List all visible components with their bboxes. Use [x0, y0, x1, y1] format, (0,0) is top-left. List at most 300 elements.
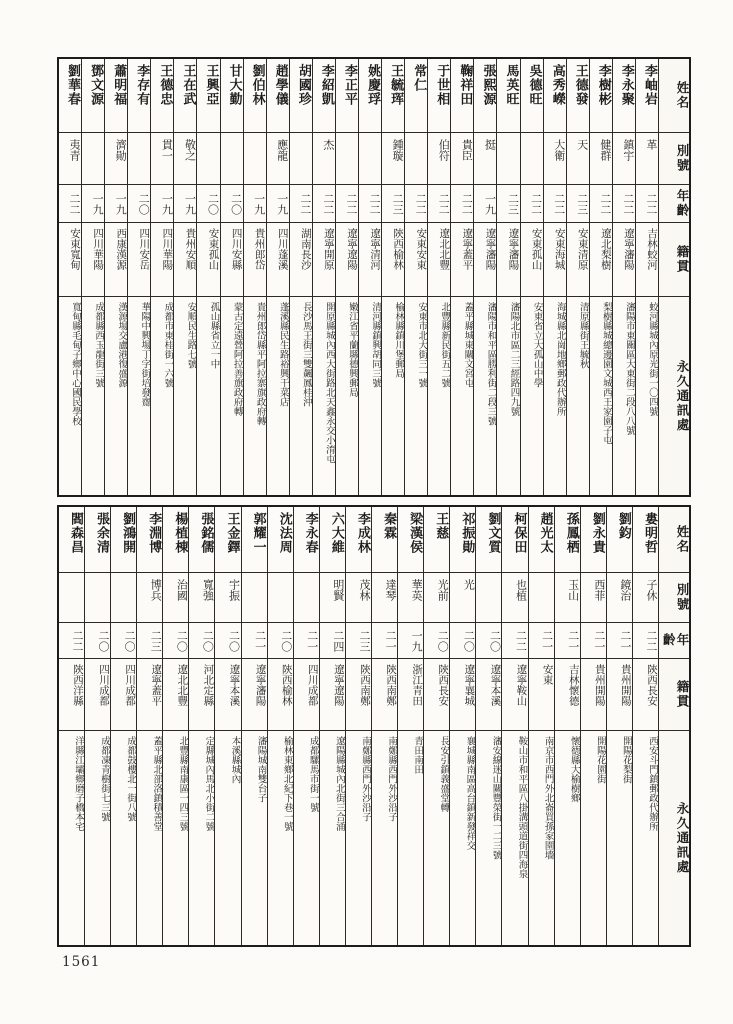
person-alias: 伯符 [428, 133, 450, 185]
person-alias: 寬強 [189, 573, 214, 623]
person-column [606, 507, 632, 945]
person-age: 二〇 [268, 623, 293, 659]
person-native: 四川成都 [294, 659, 319, 731]
person-native: 陝西南鄭 [346, 659, 371, 731]
person-column [475, 507, 501, 945]
person-alias [497, 133, 519, 185]
person-address: 南京市西門外北崙買孫家園墻 [542, 736, 553, 860]
person-column [423, 507, 449, 945]
person-native: 貴州安順 [174, 223, 196, 297]
person-column [59, 507, 84, 945]
column-header: 籍貫 [659, 659, 689, 731]
person-alias [197, 133, 219, 185]
person-alias: 茂林 [346, 573, 371, 623]
person-address: 蛟河縣城內原光街一〇四號 [647, 302, 657, 416]
person-name: 李岫岩 [636, 59, 658, 133]
person-native: 遼北北豐 [428, 223, 450, 297]
person-name: 王毓珲 [382, 59, 404, 133]
person-address: 瀋陽城南雙台子 [255, 736, 266, 803]
person-column [496, 59, 519, 495]
column-header: 姓名 [659, 507, 689, 573]
person-alias: 治國 [163, 573, 188, 623]
person-age: 二一 [294, 623, 319, 659]
person-column [528, 507, 554, 945]
person-alias [294, 573, 319, 623]
person-age: 二〇 [476, 623, 501, 659]
person-native: 安東孤山 [521, 223, 543, 297]
person-native: 四川華陽 [151, 223, 173, 297]
person-native: 遼寧蓋平 [137, 659, 162, 731]
person-native: 貴州開陽 [607, 659, 632, 731]
person-age: 二三 [497, 185, 519, 223]
person-name: 李永聚 [613, 59, 635, 133]
person-alias [290, 133, 312, 185]
person-name: 李淵博 [137, 507, 162, 573]
person-name: 王德忠 [151, 59, 173, 133]
person-name: 王慈 [424, 507, 449, 573]
person-name: 郭耀一 [242, 507, 267, 573]
person-alias: 鎮宇 [613, 133, 635, 185]
person-column [371, 507, 397, 945]
person-alias [268, 573, 293, 623]
person-native: 遼寧本溪 [476, 659, 501, 731]
person-column [397, 507, 423, 945]
person-column [127, 59, 150, 495]
person-age: 二〇 [128, 185, 150, 223]
person-address: 西安斗門鎮郵政代辦所 [647, 736, 657, 831]
person-age: 二三 [137, 623, 162, 659]
person-age: 二一 [607, 623, 632, 659]
person-address: 青田南田 [412, 736, 423, 774]
person-native: 陝西榆林 [268, 659, 293, 731]
person-native: 陝西長安 [424, 659, 449, 731]
person-alias: 杰 [313, 133, 335, 185]
person-alias [82, 133, 104, 185]
person-name: 趙學儀 [267, 59, 289, 133]
person-name: 趙光太 [529, 507, 554, 573]
person-column [450, 59, 473, 495]
person-column [358, 59, 381, 495]
person-name: 六大維 [320, 507, 345, 573]
person-alias [111, 573, 136, 623]
person-column [173, 59, 196, 495]
person-address: 海城縣北崗地鄉郵政代辦所 [554, 302, 565, 416]
person-address: 嫩江省平蘭縣德興郵局 [346, 302, 357, 397]
person-native: 陝西榆林 [382, 223, 404, 297]
person-address: 北豐縣南康區一四三號 [177, 736, 188, 831]
person-age: 二三 [567, 185, 589, 223]
person-column [243, 59, 266, 495]
person-age: 二〇 [85, 623, 110, 659]
person-column [110, 507, 136, 945]
person-native: 安東 [529, 659, 554, 731]
person-name: 李成林 [346, 507, 371, 573]
person-address: 榆林東鄉北紀下巷一號 [281, 736, 292, 831]
person-column [312, 59, 335, 495]
person-name: 劉華春 [59, 59, 81, 133]
person-alias: 達琴 [372, 573, 397, 623]
person-alias: 天 [567, 133, 589, 185]
person-alias: 敬之 [174, 133, 196, 185]
person-alias: 華英 [398, 573, 423, 623]
person-address: 成都縣西玉龍街三號 [93, 302, 104, 388]
person-address: 長安引鎮義盛堂轉 [438, 736, 449, 812]
person-address: 遼陽縣城內北街三合涌 [333, 736, 344, 831]
person-address: 襄城縣南區高台鎮新發祥交 [464, 736, 475, 850]
person-native: 四川成都 [111, 659, 136, 731]
person-age: 二〇 [215, 623, 240, 659]
person-address: 瀋安線迷山關豐榮街一二三號 [490, 736, 501, 860]
person-age: 二二 [359, 185, 381, 223]
person-name: 蕭明福 [105, 59, 127, 133]
person-name: 劉永貴 [581, 507, 606, 573]
person-column [196, 59, 219, 495]
person-column [59, 59, 81, 495]
person-column [554, 507, 580, 945]
person-column [136, 507, 162, 945]
person-address: 安東省立大孤山中學 [531, 302, 542, 388]
person-column [520, 59, 543, 495]
person-name: 秦霖 [372, 507, 397, 573]
person-alias [244, 133, 266, 185]
column-header: 永久通訊處 [675, 801, 689, 875]
person-address: 漢源場交盧港復盛源 [116, 302, 127, 388]
person-alias: 宇振 [215, 573, 240, 623]
person-address: 成都騾馬市街一號 [307, 736, 318, 812]
person-native: 安東海城 [544, 223, 566, 297]
person-address: 安順民生路七號 [185, 302, 196, 369]
person-age: 二二 [59, 185, 81, 223]
header-column [658, 59, 689, 495]
person-age: 一九 [267, 185, 289, 223]
person-name: 姚慶琈 [359, 59, 381, 133]
person-column [501, 507, 527, 945]
person-alias: 革 [636, 133, 658, 185]
person-address: 長沙馬王街三雙飆鳳桂沖 [300, 302, 311, 407]
person-name: 鄧文源 [82, 59, 104, 133]
person-alias: 貫一 [151, 133, 173, 185]
person-address: 榆林縣鎮川堡郵局 [393, 302, 404, 378]
person-address: 懷德縣大榆樹鄉 [568, 736, 579, 803]
person-column [241, 507, 267, 945]
person-address: 成都鼓樓北一街八號 [125, 736, 136, 822]
person-native: 四川華陽 [82, 223, 104, 297]
person-name: 李永春 [294, 507, 319, 573]
person-native: 安東寬甸 [59, 223, 81, 297]
person-native: 遼北梨樹 [590, 223, 612, 297]
person-column [150, 59, 173, 495]
person-alias [521, 133, 543, 185]
person-address: 華陽中興場丁字街培發齋 [139, 302, 150, 407]
person-age: 二二 [633, 623, 658, 659]
person-column [84, 507, 110, 945]
person-age: 二一 [372, 623, 397, 659]
column-header: 別號 [659, 133, 689, 185]
person-address: 北豐縣新民街五二號 [439, 302, 450, 388]
person-age: 一九 [474, 185, 496, 223]
person-alias [529, 573, 554, 623]
column-header: 年齡 [659, 185, 689, 223]
person-alias: 西菲 [581, 573, 606, 623]
person-native: 四川安縣 [221, 223, 243, 297]
person-address: 南鄭縣西門外沙沿子 [359, 736, 370, 822]
person-address: 蒙古定遠營阿拉善旗政府轉 [231, 302, 242, 416]
person-column [214, 507, 240, 945]
person-column [381, 59, 404, 495]
person-age: 一九 [151, 185, 173, 223]
person-age: 二二 [636, 185, 658, 223]
person-alias [221, 133, 243, 185]
person-name: 劉文質 [476, 507, 501, 573]
person-column [293, 507, 319, 945]
column-header: 年齡 [659, 623, 689, 659]
person-address: 洋縣江壩鄉磨子橋本宅 [72, 736, 83, 831]
person-name: 楊植棟 [163, 507, 188, 573]
person-native: 湖南長沙 [290, 223, 312, 297]
person-alias: 明賢 [320, 573, 345, 623]
person-alias: 也植 [502, 573, 527, 623]
person-column [473, 59, 496, 495]
person-column [566, 59, 589, 495]
person-age: 二二 [290, 185, 312, 223]
person-age: 二二 [544, 185, 566, 223]
person-age: 二〇 [163, 623, 188, 659]
person-column [427, 59, 450, 495]
person-age: 二〇 [221, 185, 243, 223]
person-age: 二二 [428, 185, 450, 223]
header-column [658, 507, 689, 945]
person-alias: 光 [450, 573, 475, 623]
person-alias [59, 573, 84, 623]
person-age: 二〇 [450, 623, 475, 659]
person-column [449, 507, 475, 945]
person-age: 二〇 [111, 623, 136, 659]
person-address: 瀋陽北市區二三經路四九號 [508, 302, 519, 416]
person-age: 二二 [336, 185, 358, 223]
person-alias [336, 133, 358, 185]
person-age: 二二 [613, 185, 635, 223]
person-name: 高秀嶸 [544, 59, 566, 133]
person-native: 遼寧遼陽 [320, 659, 345, 731]
person-name: 鞠祥田 [451, 59, 473, 133]
person-name: 王興亞 [197, 59, 219, 133]
person-native: 安東清原 [567, 223, 589, 297]
roster-table-bottom [57, 505, 691, 947]
person-address: 南鄭縣西門外沙沿子 [386, 736, 397, 822]
roster-table-top [57, 57, 691, 497]
person-name: 祁振勛 [450, 507, 475, 573]
person-column [81, 59, 104, 495]
person-address: 本溪縣城內 [229, 736, 240, 784]
person-address: 成都凍青樹街七三號 [99, 736, 110, 822]
person-native: 吉林懷德 [555, 659, 580, 731]
person-name: 李樹彬 [590, 59, 612, 133]
person-column [220, 59, 243, 495]
person-address: 蓋平縣城東關文宮屯 [462, 302, 473, 388]
person-alias: 玉山 [555, 573, 580, 623]
person-column [162, 507, 188, 945]
person-alias [242, 573, 267, 623]
person-native: 遼寧清河 [359, 223, 381, 297]
person-name: 閻森昌 [59, 507, 84, 573]
person-name: 常仁 [405, 59, 427, 133]
column-header: 姓名 [659, 59, 689, 133]
person-alias: 博兵 [137, 573, 162, 623]
person-age: 二二 [502, 623, 527, 659]
person-address: 安東市北大街三一號 [416, 302, 427, 388]
person-native: 陝西南鄭 [372, 659, 397, 731]
person-name: 張銘儒 [189, 507, 214, 573]
person-name: 于世相 [428, 59, 450, 133]
person-alias: 貴臣 [451, 133, 473, 185]
person-age: 二四 [320, 623, 345, 659]
person-name: 張熙源 [474, 59, 496, 133]
person-alias: 大衛 [544, 133, 566, 185]
person-column [188, 507, 214, 945]
person-column [589, 59, 612, 495]
person-address: 瀋陽市東關區大東街二段八八號 [623, 302, 634, 435]
person-column [612, 59, 635, 495]
person-name: 梁漢侯 [398, 507, 423, 573]
person-column [345, 507, 371, 945]
person-alias: 夷青 [59, 133, 81, 185]
person-column [543, 59, 566, 495]
person-native: 遼寧蓋平 [451, 223, 473, 297]
person-column [319, 507, 345, 945]
person-address: 瀋陽市和平區勝利街二段三號 [485, 302, 496, 426]
person-age: 二二 [590, 185, 612, 223]
person-column [266, 59, 289, 495]
person-age: 二〇 [189, 623, 214, 659]
person-address: 開陽花梨街 [620, 736, 631, 784]
person-address: 孤山縣省立一中 [208, 302, 219, 369]
person-column [289, 59, 312, 495]
person-name: 張余清 [85, 507, 110, 573]
column-header: 永久通訊處 [675, 359, 689, 433]
person-alias [128, 133, 150, 185]
person-name: 胡國珍 [290, 59, 312, 133]
person-alias: 濟勛 [105, 133, 127, 185]
person-column [632, 507, 658, 945]
person-native: 貴州郎岱 [244, 223, 266, 297]
person-age: 二三 [382, 185, 404, 223]
person-native: 四川安岳 [128, 223, 150, 297]
person-column [404, 59, 427, 495]
person-address: 清河縣鎮興胡同三號 [370, 302, 381, 388]
person-age: 一九 [82, 185, 104, 223]
person-alias: 子休 [633, 573, 658, 623]
person-name: 李紹凱 [313, 59, 335, 133]
person-alias [405, 133, 427, 185]
person-native: 遼寧襄城 [450, 659, 475, 731]
person-name: 婁明哲 [633, 507, 658, 573]
person-alias: 應龍 [267, 133, 289, 185]
page-number: 1561 [62, 954, 101, 970]
person-alias [359, 133, 381, 185]
person-native: 遼寧瀋陽 [474, 223, 496, 297]
person-address: 成都市東桂街一六號 [162, 302, 173, 388]
person-native: 西康漢源 [105, 223, 127, 297]
person-alias [85, 573, 110, 623]
person-age: 二二 [405, 185, 427, 223]
person-native: 遼寧本溪 [215, 659, 240, 731]
person-age: 二〇 [424, 623, 449, 659]
person-native: 遼寧鞍山 [502, 659, 527, 731]
person-age: 二一 [242, 623, 267, 659]
person-name: 李正平 [336, 59, 358, 133]
person-name: 王德發 [567, 59, 589, 133]
person-age: 二一 [529, 623, 554, 659]
person-alias: 健群 [590, 133, 612, 185]
person-alias [476, 573, 501, 623]
person-address: 鞍山市和平區八掛溝頭道街四海泉 [516, 736, 527, 879]
person-native: 陝西洋縣 [59, 659, 84, 731]
person-age: 二二 [451, 185, 473, 223]
person-name: 沈法周 [268, 507, 293, 573]
person-native: 四川成都 [85, 659, 110, 731]
person-native: 遼寧遼陽 [336, 223, 358, 297]
column-header: 別號 [659, 573, 689, 623]
person-address: 寬甸縣毛甸子鄉中心國民學校 [70, 302, 81, 426]
person-name: 劉伯林 [244, 59, 266, 133]
person-alias: 挺 [474, 133, 496, 185]
person-native: 安東安東 [405, 223, 427, 297]
person-native: 陝西長安 [633, 659, 658, 731]
person-age: 一九 [174, 185, 196, 223]
person-name: 柯保田 [502, 507, 527, 573]
person-native: 遼寧瀋陽 [613, 223, 635, 297]
person-name: 李存有 [128, 59, 150, 133]
person-alias: 鍾璇 [382, 133, 404, 185]
person-native: 浙江青田 [398, 659, 423, 731]
person-native: 遼寧瀋陽 [242, 659, 267, 731]
person-alias: 鏡治 [607, 573, 632, 623]
person-name: 馬英旺 [497, 59, 519, 133]
person-native: 吉林蛟河 [636, 223, 658, 297]
person-address: 貴州郎岱縣平阿拉寨旗政府轉 [254, 302, 265, 426]
person-native: 遼寧開原 [313, 223, 335, 297]
person-age: 二一 [555, 623, 580, 659]
person-column [580, 507, 606, 945]
person-address: 蓋平縣北部洛鎮積善堂 [151, 736, 162, 831]
person-native: 遼寧瀋陽 [497, 223, 519, 297]
person-address: 定縣城內馬北小街二號 [203, 736, 214, 831]
person-address: 梨樹縣城總邊園文城西王家園子屯 [600, 302, 611, 445]
person-native: 河北定縣 [189, 659, 214, 731]
person-age: 一九 [244, 185, 266, 223]
person-column [267, 507, 293, 945]
person-column [335, 59, 358, 495]
person-age: 二二 [313, 185, 335, 223]
person-name: 王在武 [174, 59, 196, 133]
person-age: 二〇 [197, 185, 219, 223]
person-native: 貴州開陽 [581, 659, 606, 731]
person-address: 開陽花園街 [594, 736, 605, 784]
person-native: 遼北北豐 [163, 659, 188, 731]
person-name: 王金鐸 [215, 507, 240, 573]
person-age: 二二 [521, 185, 543, 223]
person-age: 二三 [346, 623, 371, 659]
person-age: 一九 [105, 185, 127, 223]
person-name: 吳德旺 [521, 59, 543, 133]
person-native: 安東孤山 [197, 223, 219, 297]
person-name: 劉鴻開 [111, 507, 136, 573]
person-age: 二二 [59, 623, 84, 659]
person-name: 孫鳳栖 [555, 507, 580, 573]
person-age: 一九 [398, 623, 423, 659]
person-age: 二一 [581, 623, 606, 659]
column-header: 籍貫 [659, 223, 689, 297]
